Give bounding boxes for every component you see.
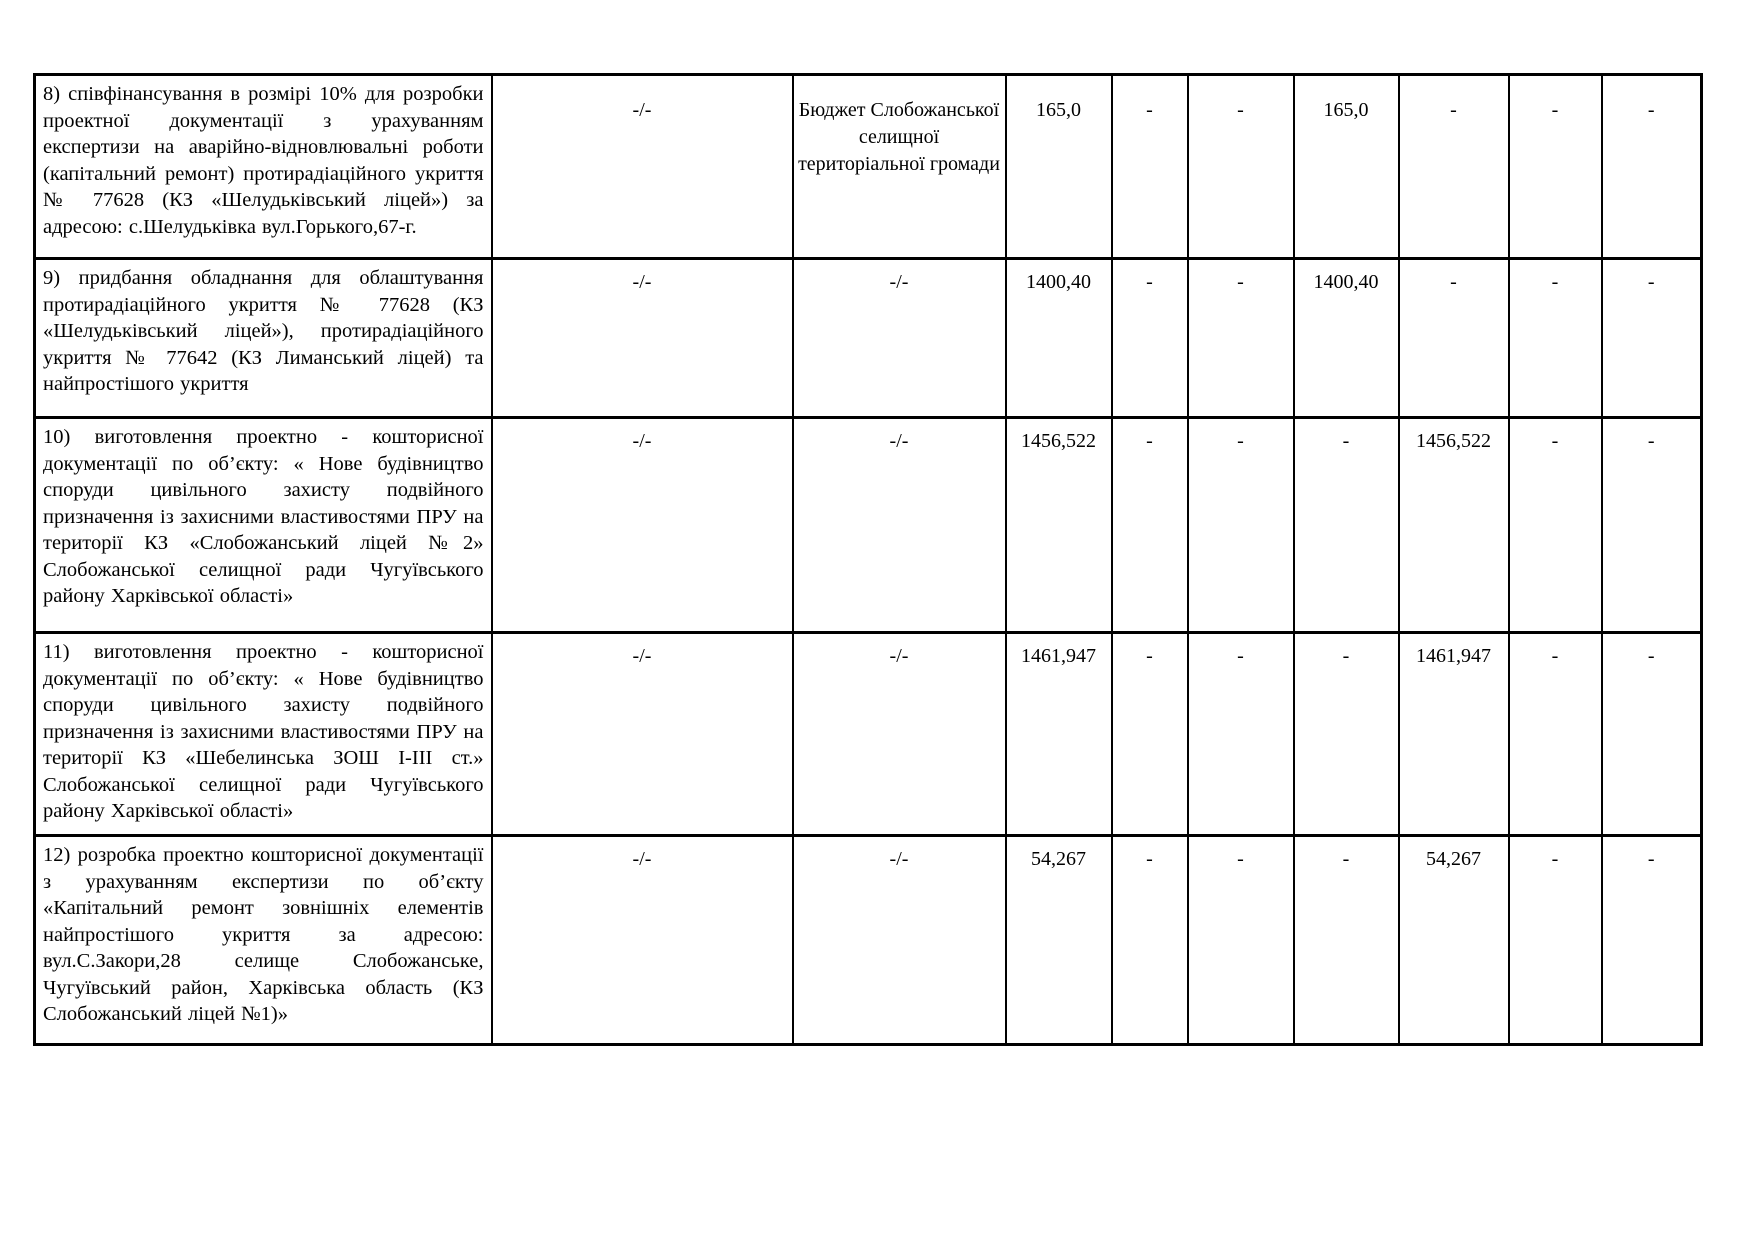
table-body [35,75,1702,1045]
value-cell: -/- [492,259,793,418]
value-cell: -/- [793,418,1006,633]
value-cell: - [1294,418,1399,633]
value-cell: - [1602,633,1702,836]
value-cell: - [1602,75,1702,259]
value-cell: - [1188,75,1294,259]
measure-description-cell: 11) виготовлення проектно - кошторисної документації по об’єкту: « Нове будівництво споруди цивільного захисту подвійного призначення із захисними властивостями ПРУ на території КЗ «Шебелинська ЗОШ І-ІІІ ст.» Слобожанської селищної ради Чугуївського району Харківської області» [35,633,492,836]
value-cell: - [1602,418,1702,633]
value-cell: 54,267 [1399,836,1509,1045]
value-cell: - [1509,633,1602,836]
value-cell: - [1112,418,1188,633]
value-cell: - [1509,836,1602,1045]
measure-description-cell: 9) придбання обладнання для облаштування протирадіаційного укриття № 77628 (КЗ «Шелудьківський ліцей»), протирадіаційного укриття № 77642 (КЗ Лиманський ліцей) та найпростішого укриття [35,259,492,418]
value-cell: - [1602,836,1702,1045]
value-cell: - [1294,633,1399,836]
value-cell: -/- [492,633,793,836]
table-row-item-10 [35,418,1702,633]
measure-description-cell: 8) співфінансування в розмірі 10% для розробки проектної документації з урахуванням експертизи на аварійно-відновлювальні роботи (капітальний ремонт) протирадіаційного укриття № 77628 (КЗ «Шелудьківський ліцей») за адресою: с.Шелудьківка вул.Горького,67-г. [35,75,492,259]
value-cell: - [1509,259,1602,418]
budget-continuation-table [33,73,1703,1046]
value-cell: -/- [492,836,793,1045]
value-cell: - [1188,259,1294,418]
value-cell: -/- [793,633,1006,836]
value-cell: 1461,947 [1006,633,1112,836]
table-row-item-11 [35,633,1702,836]
value-cell: 1456,522 [1399,418,1509,633]
value-cell: - [1509,75,1602,259]
value-cell: - [1509,418,1602,633]
value-cell: 1400,40 [1294,259,1399,418]
value-cell: 1456,522 [1006,418,1112,633]
value-cell: 165,0 [1006,75,1112,259]
value-cell: - [1112,75,1188,259]
value-cell: - [1188,418,1294,633]
table-row-item-8 [35,75,1702,259]
value-cell: - [1399,75,1509,259]
value-cell: - [1188,633,1294,836]
measure-description-cell: 12) розробка проектно кошторисної документації з урахуванням експертизи по об’єкту «Капітальний ремонт зовнішніх елементів найпростішого укриття за адресою: вул.С.Закори,28 селище Слобожанське, Чугуївський район, Харківська область (КЗ Слобожанський ліцей №1)» [35,836,492,1045]
value-cell: -/- [793,259,1006,418]
value-cell: - [1112,259,1188,418]
value-cell: 1461,947 [1399,633,1509,836]
value-cell: - [1294,836,1399,1045]
value-cell: - [1188,836,1294,1045]
value-cell: -/- [492,75,793,259]
value-cell: - [1399,259,1509,418]
value-cell: 165,0 [1294,75,1399,259]
value-cell: - [1602,259,1702,418]
table-row-item-9 [35,259,1702,418]
value-cell: - [1112,633,1188,836]
measure-description-cell: 10) виготовлення проектно - кошторисної документації по об’єкту: « Нове будівництво споруди цивільного захисту подвійного призначення із захисними властивостями ПРУ на території КЗ «Слобожанський ліцей №2» Слобожанської селищної ради Чугуївського району Харківської області» [35,418,492,633]
value-cell: 54,267 [1006,836,1112,1045]
table-row-item-12 [35,836,1702,1045]
value-cell: Бюджет Слобожанської селищної територіальної громади [793,75,1006,259]
value-cell: -/- [793,836,1006,1045]
value-cell: 1400,40 [1006,259,1112,418]
value-cell: - [1112,836,1188,1045]
value-cell: -/- [492,418,793,633]
